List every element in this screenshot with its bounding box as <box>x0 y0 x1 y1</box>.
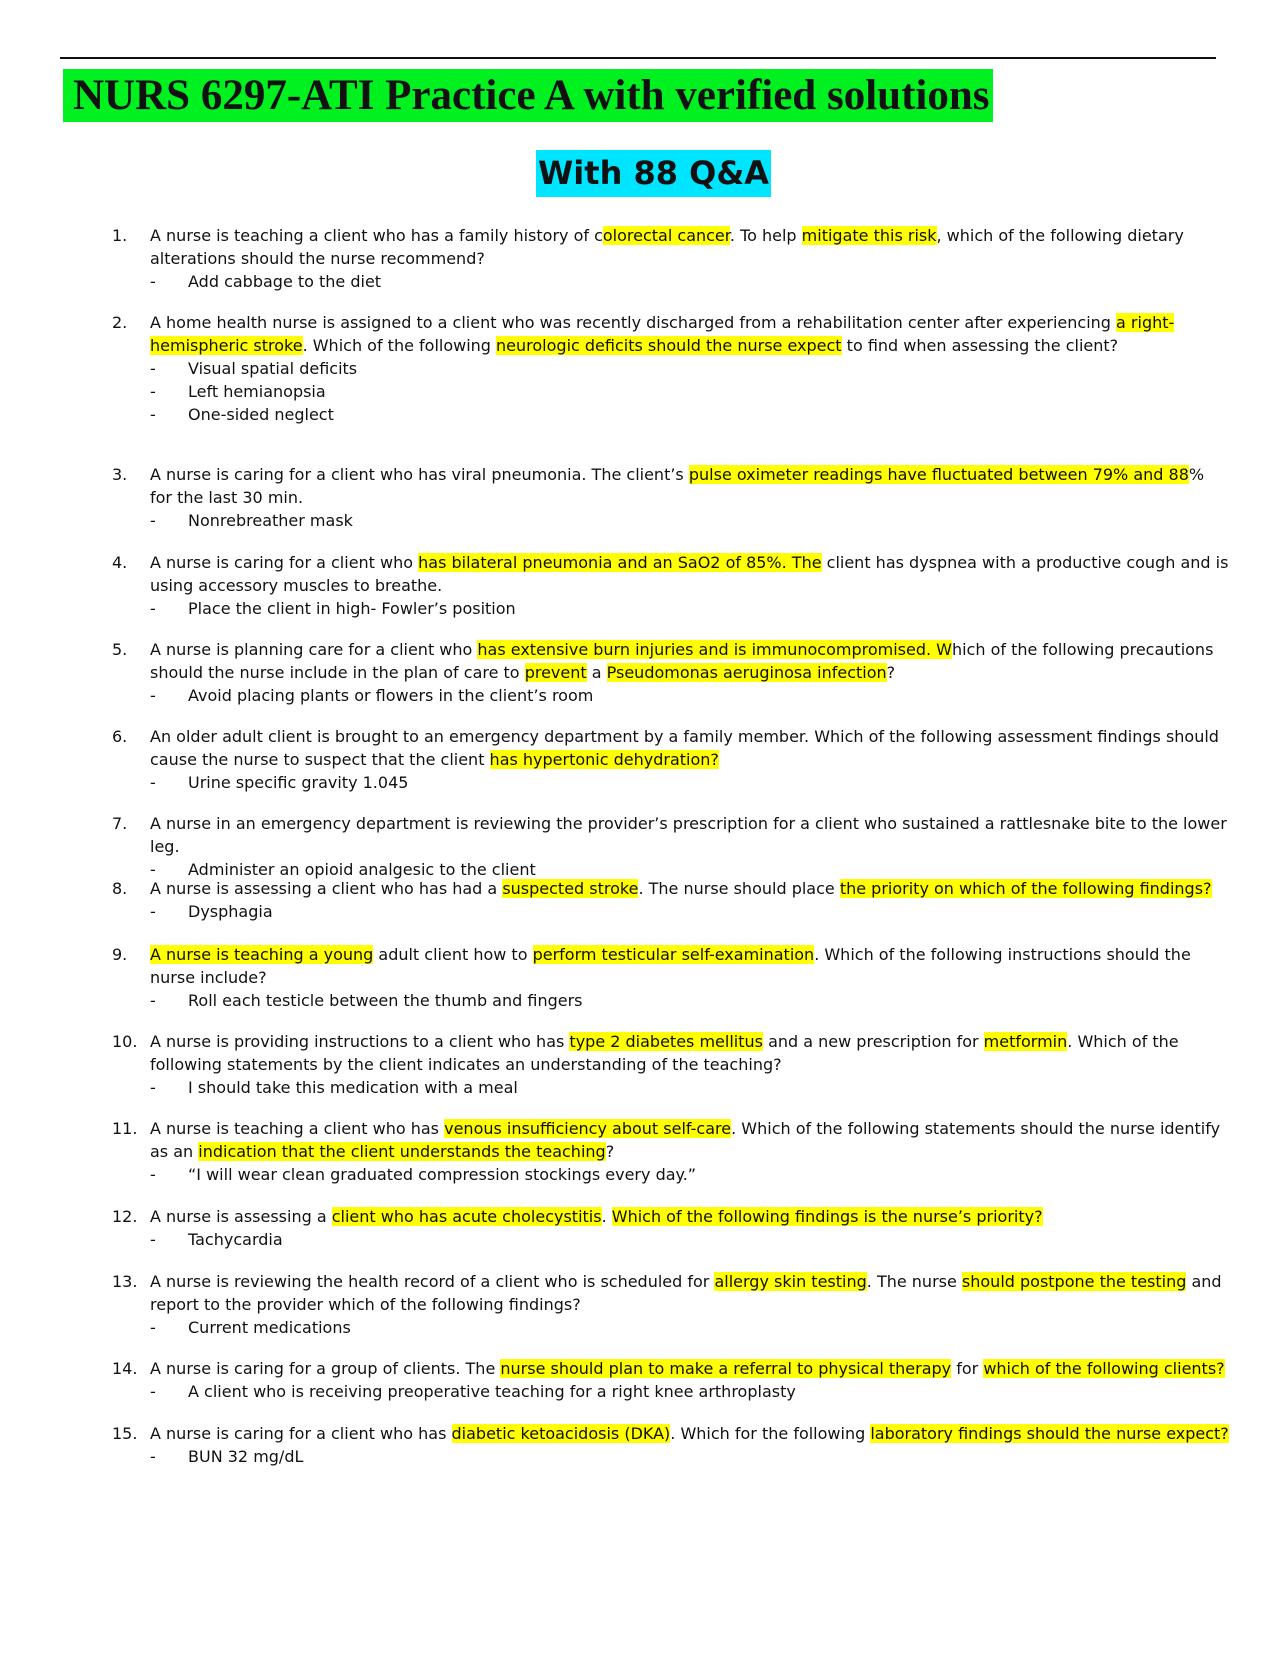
question-number: 15. <box>112 1424 138 1443</box>
answer-text: Roll each testicle between the thumb and fingers <box>188 991 583 1010</box>
question-text-segment: . Which for the following <box>670 1424 871 1443</box>
answer-item <box>150 1076 1242 1099</box>
bullet-dash-icon: - <box>150 773 156 792</box>
question-text-segment: . The nurse should place <box>638 879 840 898</box>
answer-item <box>150 989 1242 1012</box>
question-text-segment: A home health nurse is assigned to a client who was recently discharged from a rehabilitation center after experiencing <box>150 313 1117 332</box>
question-text-segment: A nurse is reviewing the health record of a client who is scheduled for <box>150 1272 715 1291</box>
highlighted-text: client who has acute cholecystitis <box>331 1207 602 1226</box>
highlighted-text: has hypertonic dehydration? <box>489 750 719 769</box>
question-text-segment: . <box>601 1207 612 1226</box>
question-text <box>150 551 1230 597</box>
answer-text: Visual spatial deficits <box>188 359 358 378</box>
answer-item <box>150 270 1242 293</box>
bullet-dash-icon: - <box>150 599 156 618</box>
question-text-segment: , which of the following dietary alterations should the nurse recommend? <box>150 226 1184 268</box>
question-text <box>150 638 1230 684</box>
question-text-segment: . To help <box>729 226 802 245</box>
question-number: 3. <box>112 465 128 484</box>
answer-text: Nonrebreather mask <box>188 511 353 530</box>
question-text <box>150 877 1230 900</box>
question-text-segment: ? <box>886 663 896 682</box>
bullet-dash-icon: - <box>150 405 156 424</box>
question-number: 11. <box>112 1119 138 1138</box>
answer-item <box>150 357 1242 380</box>
bullet-dash-icon: - <box>150 1230 156 1249</box>
question-text-segment: adult client how to <box>373 945 533 964</box>
highlighted-text: laboratory findings should the nurse expect? <box>870 1424 1229 1443</box>
bullet-dash-icon: - <box>150 1078 156 1097</box>
question-number: 8. <box>112 879 128 898</box>
answer-text: Administer an opioid analgesic to the client <box>188 860 536 879</box>
bullet-dash-icon: - <box>150 382 156 401</box>
answer-item <box>150 403 1242 426</box>
answer-text: A client who is receiving preoperative teaching for a right knee arthroplasty <box>188 1382 796 1401</box>
highlighted-text: perform testicular self-examination <box>532 945 815 964</box>
question-item <box>112 812 1242 881</box>
highlighted-text: pulse oximeter readings have fluctuated between 79% and 88 <box>688 465 1189 484</box>
question-text-segment: ? <box>605 1142 615 1161</box>
bullet-dash-icon: - <box>150 902 156 921</box>
answer-text: BUN 32 mg/dL <box>188 1447 304 1466</box>
answer-item <box>150 900 1242 923</box>
question-text <box>150 1270 1230 1316</box>
answer-item <box>150 1380 1242 1403</box>
bullet-dash-icon: - <box>150 1165 156 1184</box>
answer-text: I should take this medication with a meal <box>188 1078 518 1097</box>
answer-text: Add cabbage to the diet <box>188 272 382 291</box>
question-item <box>112 943 1242 1012</box>
question-text <box>150 812 1230 858</box>
top-rule <box>60 57 1216 59</box>
question-number: 9. <box>112 945 128 964</box>
bullet-dash-icon: - <box>150 359 156 378</box>
question-text-segment: . Which of the following statements should the nurse identify as an <box>150 1119 1221 1161</box>
question-item <box>112 551 1242 620</box>
question-text-segment: . Which of the following instructions should the nurse include? <box>150 945 1191 987</box>
question-number: 1. <box>112 226 128 245</box>
question-text-segment: A nurse is assessing a <box>150 1207 332 1226</box>
question-text-segment: A nurse is caring for a group of clients. The <box>150 1359 501 1378</box>
highlighted-text: Pseudomonas aeruginosa infection <box>606 663 887 682</box>
question-text-segment: A nurse is teaching a client who has <box>150 1119 445 1138</box>
question-item <box>112 463 1242 532</box>
answer-item <box>150 1163 1242 1186</box>
question-number: 2. <box>112 313 128 332</box>
question-item <box>112 1030 1242 1099</box>
question-text <box>150 1030 1230 1076</box>
question-text <box>150 1205 1230 1228</box>
question-number: 13. <box>112 1272 138 1291</box>
question-number: 12. <box>112 1207 138 1226</box>
answer-text: Dysphagia <box>188 902 273 921</box>
question-text-segment: An older adult client is brought to an emergency department by a family member. Which of the following assessment findings should cause the nurse to suspect that the client <box>150 727 1219 769</box>
question-text-segment: hich of the following precautions should the nurse include in the plan of care to <box>150 640 1214 682</box>
highlighted-text: nurse should plan to make a referral to physical therapy <box>500 1359 952 1378</box>
question-text <box>150 943 1230 989</box>
highlighted-text: a right- hemispheric stroke <box>150 313 1175 355</box>
question-text-segment: client has dyspnea with a productive cough and is using accessory muscles to breathe. <box>150 553 1229 595</box>
question-text <box>150 224 1230 270</box>
answer-text: Avoid placing plants or flowers in the client’s room <box>188 686 594 705</box>
question-item <box>112 638 1242 707</box>
question-text <box>150 1117 1230 1163</box>
question-number: 5. <box>112 640 128 659</box>
question-item <box>112 725 1242 794</box>
question-number: 4. <box>112 553 128 572</box>
question-item <box>112 1205 1242 1251</box>
bullet-dash-icon: - <box>150 1318 156 1337</box>
answer-item <box>150 380 1242 403</box>
question-text-segment: . The nurse <box>866 1272 962 1291</box>
highlighted-text: should postpone the testing <box>961 1272 1187 1291</box>
answer-item <box>150 509 1242 532</box>
answer-text: Urine specific gravity 1.045 <box>188 773 409 792</box>
highlighted-text: venous insufficiency about self-care <box>444 1119 732 1138</box>
answer-item <box>150 597 1242 620</box>
question-item <box>112 1270 1242 1339</box>
bullet-dash-icon: - <box>150 860 156 879</box>
bullet-dash-icon: - <box>150 1447 156 1466</box>
question-item <box>112 224 1242 293</box>
question-text-segment: and report to the provider which of the following findings? <box>150 1272 1222 1314</box>
answer-item <box>150 771 1242 794</box>
highlighted-text: has bilateral pneumonia and an SaO2 of 85%. The <box>418 553 822 572</box>
bullet-dash-icon: - <box>150 272 156 291</box>
answer-text: Place the client in high- Fowler’s position <box>188 599 516 618</box>
highlighted-text: neurologic deficits should the nurse expect <box>496 336 842 355</box>
question-text <box>150 463 1230 509</box>
question-number: 6. <box>112 727 128 746</box>
question-text-segment: to find when assessing the client? <box>841 336 1119 355</box>
answer-text: Tachycardia <box>188 1230 283 1249</box>
highlighted-text: metformin <box>983 1032 1068 1051</box>
question-text-segment: . Which of the following <box>302 336 497 355</box>
question-text-segment: A nurse is teaching a client who has a family history of c <box>150 226 603 245</box>
highlighted-text: prevent <box>524 663 587 682</box>
bullet-dash-icon: - <box>150 511 156 530</box>
highlighted-text: suspected stroke <box>502 879 639 898</box>
answer-text: One-sided neglect <box>188 405 334 424</box>
highlighted-text: the priority on which of the following findings? <box>839 879 1212 898</box>
highlighted-text: allergy skin testing <box>714 1272 867 1291</box>
question-item <box>112 1117 1242 1186</box>
question-item <box>112 1422 1242 1468</box>
question-number: 14. <box>112 1359 138 1378</box>
question-item <box>112 311 1242 426</box>
question-text-segment: a <box>586 663 607 682</box>
question-text-segment: A nurse is caring for a client who has <box>150 1424 452 1443</box>
question-text <box>150 311 1230 357</box>
question-item <box>112 877 1242 923</box>
highlighted-text: olorectal cancer <box>602 226 730 245</box>
highlighted-text: type 2 diabetes mellitus <box>569 1032 763 1051</box>
highlighted-text: diabetic ketoacidosis (DKA) <box>451 1424 671 1443</box>
answer-text: Left hemianopsia <box>188 382 326 401</box>
answer-item <box>150 1445 1242 1468</box>
page-subtitle: With 88 Q&A <box>536 150 771 197</box>
bullet-dash-icon: - <box>150 991 156 1010</box>
question-text-segment: and a new prescription for <box>762 1032 984 1051</box>
question-text-segment: . Which of the following statements by the client indicates an understanding of the teaching? <box>150 1032 1179 1074</box>
highlighted-text: mitigate this risk <box>801 226 937 245</box>
question-text-segment: A nurse in an emergency department is reviewing the provider’s prescription for a client who sustained a rattlesnake bite to the lower leg. <box>150 814 1227 856</box>
question-text-segment: A nurse is caring for a client who has viral pneumonia. The client’s <box>150 465 689 484</box>
answer-item <box>150 1316 1242 1339</box>
question-text-segment: % for the last 30 min. <box>150 465 1205 507</box>
question-text-segment: A nurse is planning care for a client who <box>150 640 478 659</box>
bullet-dash-icon: - <box>150 686 156 705</box>
question-text-segment: A nurse is assessing a client who has had a <box>150 879 503 898</box>
answer-item <box>150 684 1242 707</box>
question-text-segment: A nurse is providing instructions to a client who has <box>150 1032 570 1051</box>
question-text <box>150 1422 1230 1445</box>
highlighted-text: A nurse is teaching a young <box>150 945 374 964</box>
question-text <box>150 1357 1230 1380</box>
bullet-dash-icon: - <box>150 1382 156 1401</box>
highlighted-text: indication that the client understands the teaching <box>198 1142 606 1161</box>
highlighted-text: which of the following clients? <box>983 1359 1225 1378</box>
highlighted-text: has extensive burn injuries and is immunocompromised. W <box>477 640 952 659</box>
highlighted-text: Which of the following findings is the nurse’s priority? <box>611 1207 1043 1226</box>
question-number: 10. <box>112 1032 138 1051</box>
question-text <box>150 725 1230 771</box>
question-item <box>112 1357 1242 1403</box>
answer-text: Current medications <box>188 1318 351 1337</box>
question-number: 7. <box>112 814 128 833</box>
answer-item <box>150 1228 1242 1251</box>
answer-text: “I will wear clean graduated compression stockings every day.” <box>188 1165 697 1184</box>
question-text-segment: A nurse is caring for a client who <box>150 553 419 572</box>
question-text-segment: for <box>951 1359 984 1378</box>
page-title: NURS 6297-ATI Practice A with verified solutions <box>63 69 993 122</box>
